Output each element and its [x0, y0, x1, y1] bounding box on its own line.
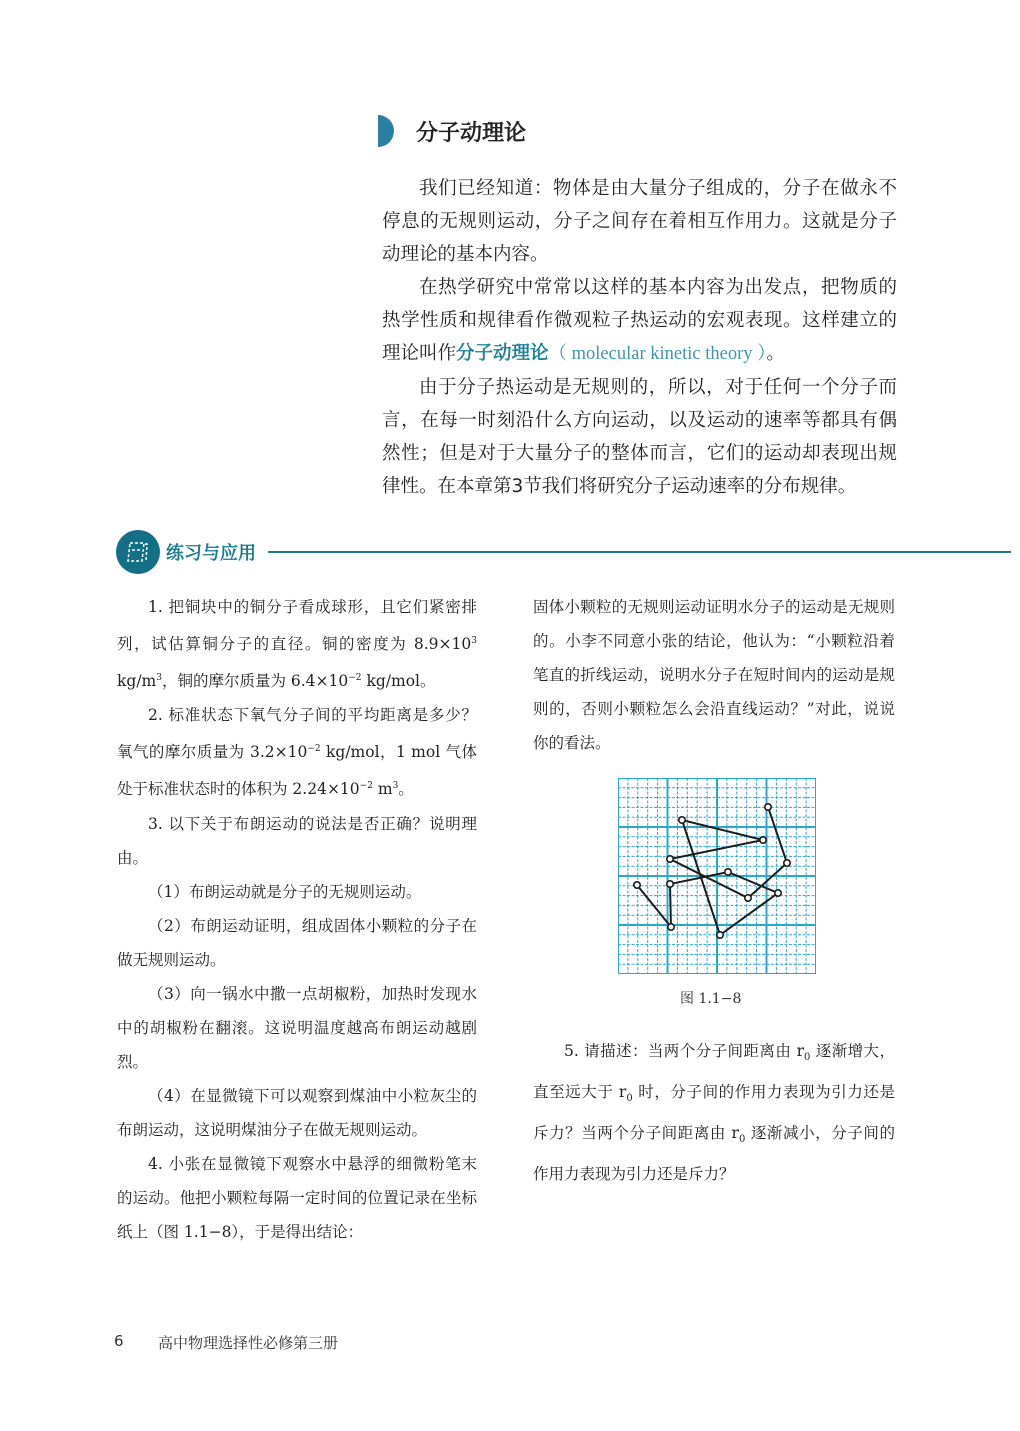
exercises-title: 练习与应用 — [166, 543, 256, 564]
exercises-left-column — [117, 590, 477, 1249]
question-4-start: 4. 小张在显微镜下观察水中悬浮的细微粉笔末的运动。他把小颗粒每隔一定时间的位置记录在坐标纸上（图 1.1−8），于是得出结论： — [117, 1154, 477, 1241]
brownian-motion-grid-figure — [618, 778, 816, 974]
question-1: 1. 把铜块中的铜分子看成球形，且它们紧密排列，试估算铜分子的直径。铜的密度为 $8.9\times 10^3$ $kg/m^3$，铜的摩尔质量为 $6.4\times 10^{-2}$ kg/mol。 — [117, 598, 477, 691]
question-2: 2. 标准状态下氧气分子间的平均距离是多少？氧气的摩尔质量为 $3.2\times 10^{-2}$ kg/mol，1 mol 气体处于标准状态时的体积为 $2.24\times 10^{-2}$ $m^3$。 — [117, 706, 477, 799]
question-3-item-2: （2）布朗运动证明，组成固体小颗粒的分子在做无规则运动。 — [117, 916, 477, 969]
figure-caption: 图 1.1−8 — [680, 991, 742, 1007]
book-title: 高中物理选择性必修第三册 — [158, 1334, 339, 1352]
section-title: 分子动理论 — [416, 120, 527, 146]
question-3-item-3: （3）向一锅水中撒一点胡椒粉，加热时发现水中的胡椒粉在翻滚。这说明温度越高布朗运动越剧烈。 — [117, 984, 477, 1071]
exercise-notebook-icon — [116, 530, 160, 574]
exercises-header — [116, 530, 1011, 574]
intro-paragraph-3: 由于分子热运动是无规则的，所以，对于任何一个分子而言，在每一时刻沿什么方向运动，以及运动的速率等都具有偶然性；但是对于大量分子的整体而言，它们的运动却表现出规律性。在本章第3节我们将研究分子运动速率的分布规律。 — [382, 377, 897, 497]
header-divider — [268, 551, 1011, 553]
question-3-item-1: （1）布朗运动就是分子的无规则运动。 — [148, 882, 422, 901]
intro-paragraph-1: 我们已经知道：物体是由大量分子组成的，分子在做永不停息的无规则运动，分子之间存在着相互作用力。这就是分子动理论的基本内容。 — [382, 178, 897, 265]
page-number: 6 — [114, 1332, 124, 1350]
intro-text — [382, 172, 897, 503]
key-term-english: （ molecular kinetic theory ） — [548, 344, 767, 364]
key-term: 分子动理论 — [456, 343, 549, 364]
page-footer — [114, 1332, 338, 1353]
section-marker-icon — [378, 115, 394, 147]
question-3-item-4: （4）在显微镜下可以观察到煤油中小粒灰尘的布朗运动，这说明煤油分子在做无规则运动。 — [117, 1086, 477, 1139]
question-5: 5. 请描述：当两个分子间距离由 $r_0$ 逐渐增大，直至远大于 $r_0$ 时，分子间的作用力表现为引力还是斥力？当两个分子间距离由 $r_0$ 逐渐减小，分子间的作用力表现为引力还是斥力？ — [533, 1042, 895, 1184]
intro-paragraph-2: 在热学研究中常常以这样的基本内容为出发点，把物质的热学性质和规律看作微观粒子热运动的宏观表现。这样建立的理论叫作分子动理论（ molecular kinetic theory ）。 — [382, 277, 897, 364]
question-4-continued: 固体小颗粒的无规则运动证明水分子的运动是无规则的。小李不同意小张的结论，他认为：“小颗粒沿着笔直的折线运动，说明水分子在短时间内的运动是规则的，否则小颗粒怎么会沿直线运动？”对此，说说你的看法。 — [533, 598, 895, 752]
exercises-right-column — [533, 590, 895, 760]
section-heading — [378, 113, 526, 149]
question-3: 3. 以下关于布朗运动的说法是否正确？说明理由。 — [117, 814, 477, 867]
